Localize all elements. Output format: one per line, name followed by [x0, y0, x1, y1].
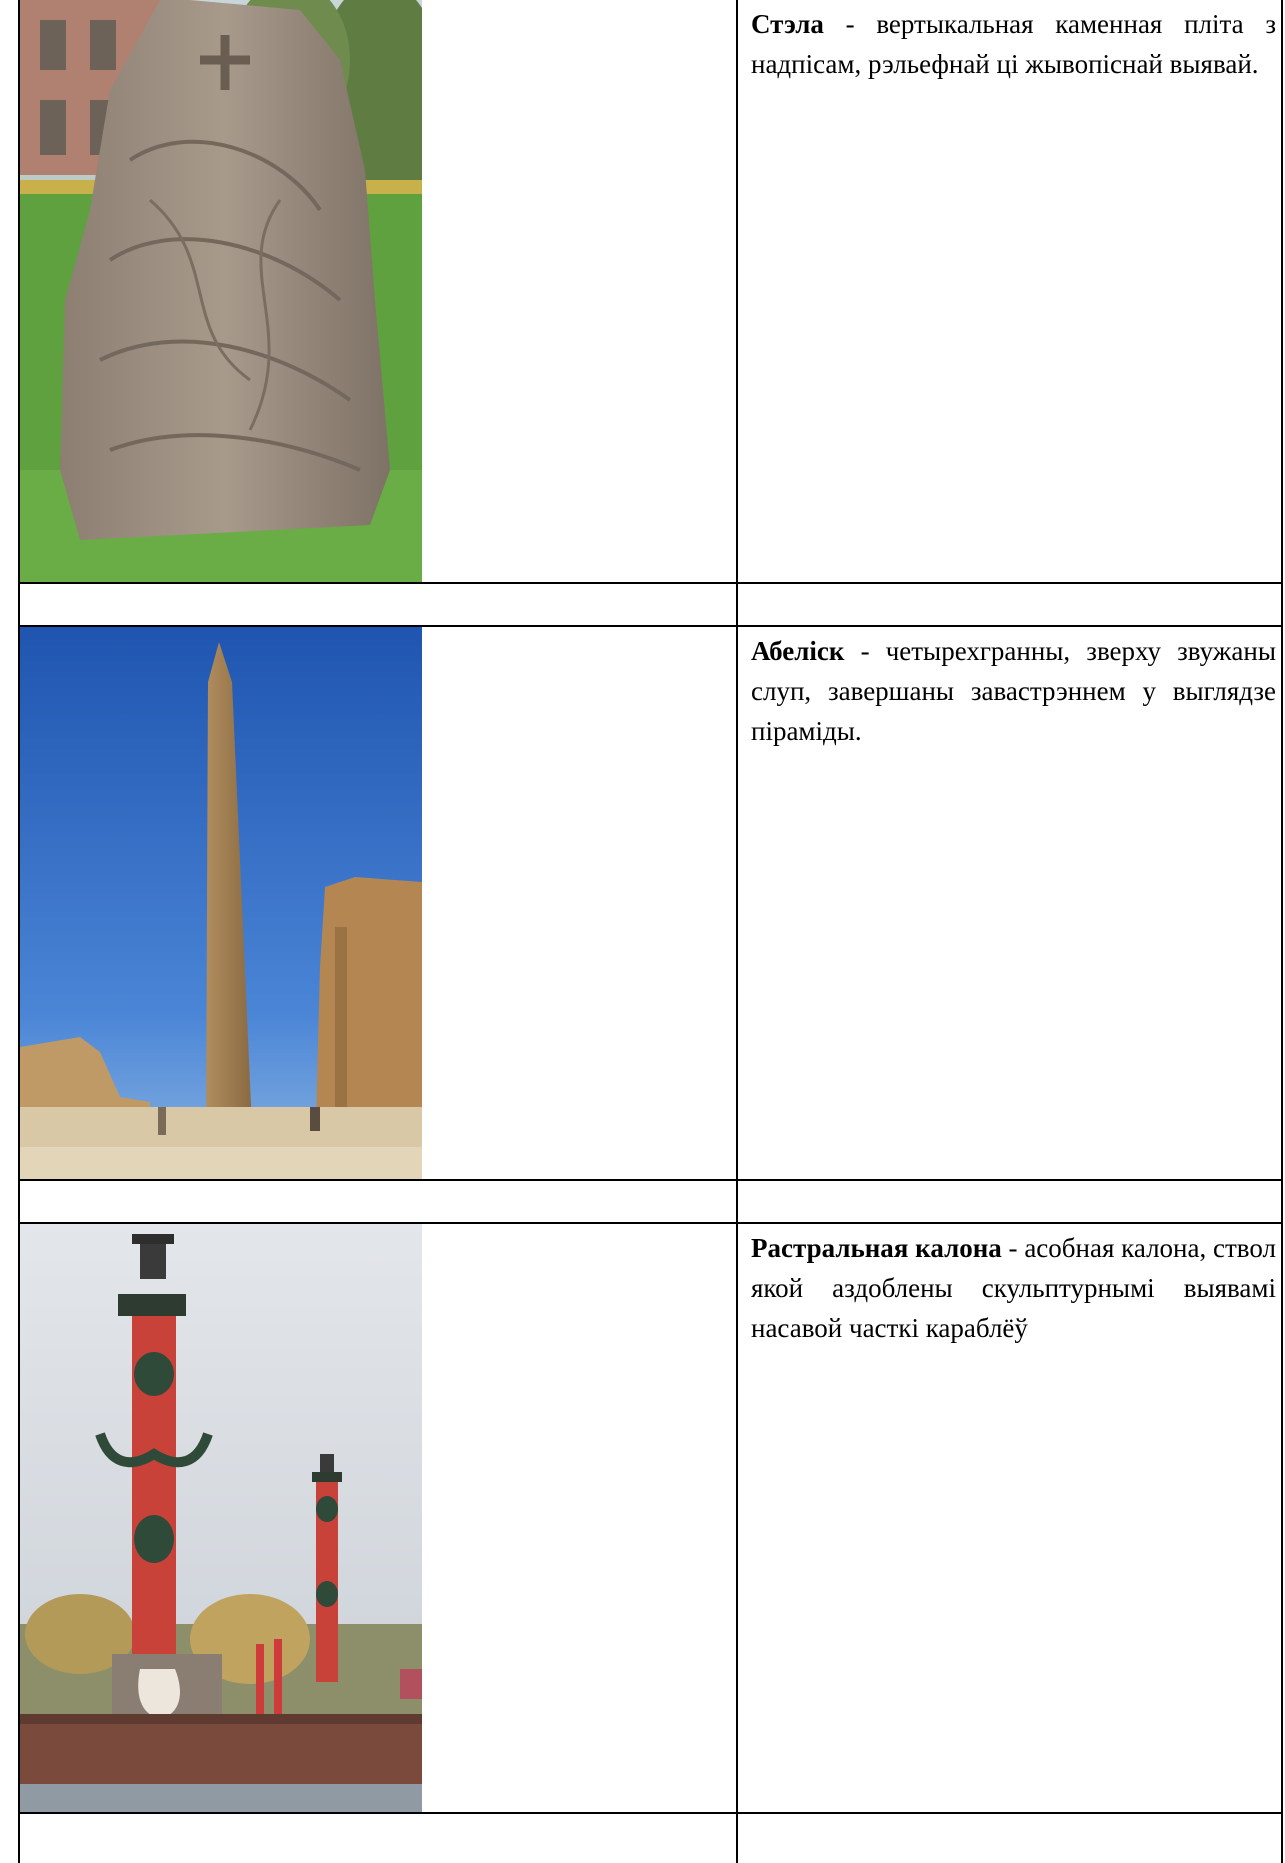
definition-body: - асобная калона, ствол якой аздоблены скульптурнымі выявамі насавой часткі караблёў	[751, 1233, 1276, 1343]
definition-body: - вертыкальная каменная пліта з надпісам, рэльефнай ці жывопіснай выявай.	[751, 9, 1276, 79]
definition-body: - четырехгранны, зверху звужаны слуп, завершаны завастрэннем у выглядзе піраміды.	[751, 636, 1276, 746]
table-row-divider	[18, 1179, 1283, 1181]
definition-term: Абеліск	[751, 636, 845, 666]
obelisk-photo	[20, 627, 422, 1179]
definition-text	[751, 4, 1276, 84]
runestone-photo	[20, 0, 422, 582]
definition-term: Стэла	[751, 9, 824, 39]
definition-text	[751, 631, 1276, 751]
table-row-divider	[18, 582, 1283, 584]
rostral-column-photo	[20, 1224, 422, 1812]
table-row-divider	[18, 1812, 1283, 1814]
definition-text	[751, 1228, 1276, 1348]
table-border-middle	[736, 0, 738, 1863]
table-border-right	[1281, 0, 1283, 1863]
definition-term: Растральная калона	[751, 1233, 1002, 1263]
